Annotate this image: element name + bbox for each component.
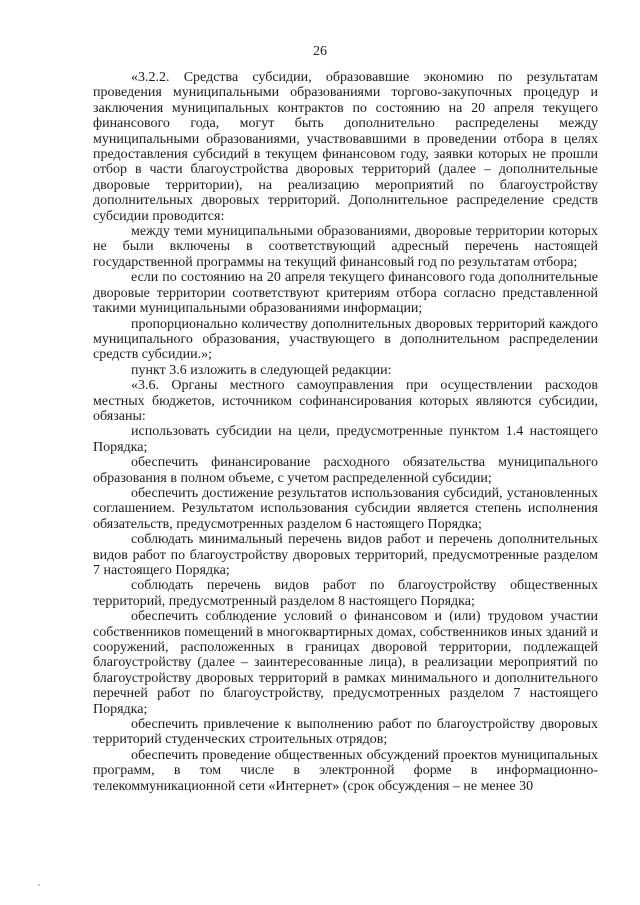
obligation-item: соблюдать минимальный перечень видов работ и перечень дополнительных видов работ по благоустройству дворовых территорий, предусмотренные разделом 7 настоящего Порядка; (93, 532, 598, 578)
paragraph-condition-not-included: между теми муниципальными образованиями, дворовые территории которых не были включены в соответствующий адресный перечень настоящей государственной программы на текущий финансовый год по результатам отбора; (93, 224, 598, 270)
paragraph-3-2-2: «3.2.2. Средства субсидии, образовавшие экономию по результатам проведения муниципальными образованиями торгово-закупочных процедур и заключения муниципальных контрактов по состоянию на 20 апреля текущего финансового года, могут быть дополнительно распределены между муниципальными образованиями, участвовавшими в проведении отбора в целях предоставления субсидий в текущем финансовом году, заявки которых не прошли отбор в части благоустройства дворовых территорий (далее – дополнительные дворовые территории), на реализацию мероприятий по благоустройству дополнительных дворовых территорий. Дополнительное распределение средств субсидии проводится: (93, 70, 598, 224)
page-number: 26 (313, 44, 327, 59)
obligation-item: обеспечить соблюдение условий о финансовом и (или) трудовом участии собственников помещений в многоквартирных домах, собственников иных зданий и сооружений, расположенных в границах дворовой территории, подлежащей благоустройству (далее – заинтересованные лица), в реализации мероприятий по благоустройству дворовых территорий в рамках минимального и дополнительного перечней работ по благоустройству, предусмотренных разделом 7 настоящего Порядка; (93, 609, 598, 717)
paragraph-condition-criteria: если по состоянию на 20 апреля текущего финансового года дополнительные дворовые территории соответствуют критериям отбора согласно представленной такими муниципальными образованиями информации; (93, 270, 598, 317)
paragraph-3-6: «3.6. Органы местного самоуправления при осуществлении расходов местных бюджетов, источником софинансирования которых являются субсидии, обязаны: (93, 378, 598, 424)
obligation-item: обеспечить достижение результатов использования субсидий, установленных соглашением. Результатом использования субсидии является степень исполнения обязательств, предусмотренных разделом 6 настоящего Порядка; (93, 485, 598, 532)
obligation-item: обеспечить привлечение к выполнению работ по благоустройству дворовых территорий студенческих строительных отрядов; (93, 717, 598, 748)
obligation-item: обеспечить финансирование расходного обязательства муниципального образования в полном объеме, с учетом распределенной субсидии; (93, 455, 598, 486)
scan-artifact-dot (38, 884, 40, 886)
obligation-item: обеспечить проведение общественных обсуждений проектов муниципальных программ, в том числе в электронной форме в информационно-телекоммуникационной сети «Интернет» (срок обсуждения – не менее 30 (93, 747, 598, 794)
document-body (93, 70, 598, 794)
obligation-item: использовать субсидии на цели, предусмотренные пунктом 1.4 настоящего Порядка; (93, 424, 598, 455)
paragraph-condition-proportional: пропорционально количеству дополнительных дворовых территорий каждого муниципального образования, участвующего в дополнительном распределении средств субсидии.»; (93, 316, 598, 363)
paragraph-amend-3-6: пункт 3.6 изложить в следующей редакции: (131, 362, 392, 378)
obligation-item: соблюдать перечень видов работ по благоустройству общественных территорий, предусмотренный разделом 8 настоящего Порядка; (93, 578, 598, 609)
